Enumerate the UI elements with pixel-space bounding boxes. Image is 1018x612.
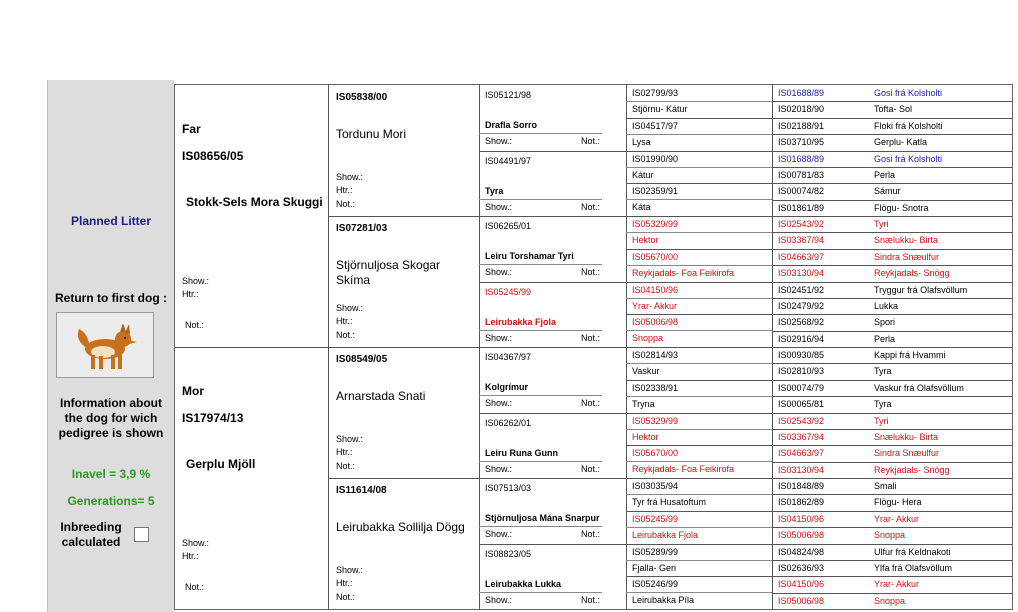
dog-name: Tyra	[485, 185, 504, 196]
registration-number: IS08656/05	[182, 149, 244, 163]
dog-name: Tyra	[874, 399, 892, 410]
pedigree-cell[interactable]	[772, 429, 1012, 445]
dog-name: Snælukku- Birta	[874, 235, 939, 246]
pedigree-cell[interactable]	[772, 363, 1012, 379]
pedigree-cell[interactable]	[626, 380, 772, 413]
registration-number: IS02814/93	[632, 350, 679, 360]
pedigree-cell[interactable]	[626, 151, 772, 184]
htr-label: Htr.:	[336, 447, 353, 457]
htr-label: Htr.:	[182, 551, 199, 561]
pedigree-cell[interactable]	[772, 134, 1012, 150]
registration-number: IS05121/98	[485, 90, 532, 100]
dog-name: Leirubakka Lukka	[485, 578, 562, 589]
generations-count: Generations= 5	[67, 494, 155, 508]
htr-label: Htr.:	[182, 289, 199, 299]
pedigree-cell[interactable]	[626, 478, 772, 511]
row-divider	[772, 183, 1012, 184]
dog-name: Floki frá Kolsholti	[874, 120, 943, 131]
registration-number: IS04517/97	[632, 120, 679, 131]
registration-number: IS01688/89	[778, 88, 825, 98]
registration-number: IS04491/97	[485, 155, 532, 166]
row-divider	[626, 461, 772, 462]
row-divider	[772, 347, 1012, 348]
row-divider	[772, 478, 1012, 479]
row-divider	[626, 232, 772, 233]
dog-name: Vaskur	[632, 366, 660, 376]
show-label: Show.:	[336, 303, 364, 313]
dog-name: Snoppa	[632, 333, 664, 344]
pedigree-cell[interactable]	[772, 249, 1012, 265]
row-divider	[626, 527, 772, 528]
row-divider	[479, 526, 602, 527]
pedigree-cell[interactable]	[772, 298, 1012, 314]
dog-name: Tryna	[632, 398, 655, 409]
pedigree-cell[interactable]	[626, 445, 772, 478]
pedigree-cell[interactable]	[479, 413, 626, 479]
row-divider	[772, 462, 1012, 463]
pedigree-cell[interactable]	[479, 347, 626, 413]
registration-number: IS05670/00	[632, 448, 679, 459]
dog-name: Reykjadals- Snögg	[874, 464, 950, 475]
registration-number: IS02359/91	[632, 186, 679, 197]
pedigree-cell[interactable]	[772, 413, 1012, 429]
pedigree-cell[interactable]	[772, 331, 1012, 347]
row-divider	[772, 314, 1012, 315]
row-divider	[626, 560, 772, 561]
dog-name: Flögu- Snotra	[874, 202, 929, 213]
dog-name: Arnarstada Snati	[336, 389, 426, 403]
show-label: Show.:	[485, 529, 513, 539]
row-divider	[772, 593, 1012, 594]
dog-name: Tyra	[874, 366, 892, 377]
show-label: Show.:	[485, 332, 513, 343]
registration-number: IS05838/00	[336, 92, 388, 103]
pedigree-cell[interactable]	[772, 282, 1012, 298]
registration-number: IS02018/90	[778, 104, 825, 115]
registration-number: IS00781/83	[778, 169, 825, 180]
row-divider	[626, 429, 772, 430]
pedigree-cell[interactable]	[626, 183, 772, 216]
registration-number: IS01990/90	[632, 153, 679, 164]
pedigree-cell[interactable]	[626, 413, 772, 446]
pedigree-table	[174, 84, 1013, 610]
registration-number: IS04663/97	[778, 448, 825, 459]
pedigree-cell[interactable]	[626, 511, 772, 544]
pedigree-cell[interactable]	[626, 118, 772, 151]
dog-name: Perla	[874, 333, 896, 344]
row-divider	[772, 331, 1012, 332]
row-divider	[626, 199, 772, 200]
dog-name: Lysa	[632, 136, 651, 147]
registration-number: IS04367/97	[485, 352, 532, 362]
registration-number: IS04150/96	[778, 513, 825, 524]
registration-number: IS07281/03	[336, 223, 388, 234]
pedigree-cell[interactable]	[479, 151, 626, 217]
dog-name: Vaskur frá Olafsvöllum	[874, 382, 964, 393]
not-label: Not.:	[336, 461, 356, 471]
registration-number: IS03710/95	[778, 137, 825, 148]
row-divider	[772, 576, 1012, 577]
dog-name: Káta	[632, 202, 651, 213]
sidebar-panel	[47, 80, 174, 612]
pedigree-cell[interactable]	[328, 216, 479, 347]
row-divider	[626, 396, 772, 397]
not-label: Not.:	[581, 529, 601, 539]
inbreeding-calculated-label: Inbreeding calculated	[60, 520, 122, 549]
registration-number: IS05329/99	[632, 415, 679, 426]
registration-number: IS03367/94	[778, 431, 825, 442]
registration-number: IS02338/91	[632, 382, 679, 393]
row-divider	[479, 592, 602, 593]
dog-name: Tyri	[874, 415, 889, 426]
dog-name: Leiru Runa Gunn	[485, 447, 558, 458]
registration-number: IS05329/99	[632, 219, 679, 229]
pedigree-cell[interactable]	[626, 544, 772, 577]
row-divider	[772, 560, 1012, 561]
dog-name: Snoppa	[874, 595, 906, 606]
row-divider	[772, 216, 1012, 217]
registration-number: IS03130/94	[778, 464, 825, 475]
dog-icon	[57, 313, 153, 377]
registration-number: IS04824/98	[778, 546, 825, 557]
inbreeding-coefficient: Inavel = 3,9 %	[71, 467, 151, 481]
row-divider	[772, 511, 1012, 512]
row-divider	[772, 232, 1012, 233]
show-label: Show.:	[182, 276, 210, 286]
row-divider	[626, 265, 772, 266]
row-divider	[626, 298, 772, 299]
registration-number: IS02543/92	[778, 219, 825, 229]
pedigree-cell[interactable]	[772, 216, 1012, 232]
dog-name: Reykjadals- Foa Feikirofa	[632, 464, 735, 475]
row-divider	[479, 395, 602, 396]
not-label: Not.:	[185, 320, 205, 330]
pedigree-cell[interactable]	[772, 527, 1012, 543]
dog-name: Leirubakka Fjola	[485, 316, 557, 327]
registration-number: IS00065/81	[778, 399, 825, 410]
dog-name: Snælukku- Birta	[874, 431, 939, 442]
pedigree-cell[interactable]	[175, 85, 328, 347]
registration-number: IS03130/94	[778, 268, 825, 279]
pedigree-cell[interactable]	[772, 380, 1012, 396]
dog-name: Hektor	[632, 431, 659, 442]
dog-name: Stjörnu- Kátur	[632, 104, 688, 114]
pedigree-cell[interactable]	[772, 167, 1012, 183]
registration-number: IS02636/93	[778, 562, 825, 573]
not-label: Not.:	[336, 592, 356, 602]
dog-name: Smali	[874, 481, 897, 491]
registration-number: IS08549/05	[336, 354, 388, 365]
return-to-first-dog-label: Return to first dog :	[55, 291, 167, 305]
pedigree-cell[interactable]	[772, 396, 1012, 412]
row-divider	[626, 167, 772, 168]
dog-name: Spori	[874, 317, 896, 328]
row-divider	[626, 363, 772, 364]
pedigree-cell[interactable]	[626, 314, 772, 347]
registration-number: IS03367/94	[778, 235, 825, 246]
row-divider	[626, 494, 772, 495]
info-text: Information about the dog for wich pedigree is shown	[58, 396, 164, 440]
registration-number: IS00930/85	[778, 350, 825, 360]
row-divider	[772, 363, 1012, 364]
inbreeding-calculated-checkbox[interactable]	[134, 527, 149, 542]
show-label: Show.:	[485, 463, 513, 474]
pedigree-cell[interactable]	[772, 183, 1012, 199]
pedigree-cell[interactable]	[772, 118, 1012, 134]
registration-number: IS01862/89	[778, 497, 825, 508]
row-divider	[772, 118, 1012, 119]
pedigree-cell[interactable]	[772, 85, 1012, 101]
row-divider	[772, 249, 1012, 250]
row-divider	[772, 282, 1012, 283]
registration-number: IS00074/79	[778, 382, 825, 393]
row-divider	[772, 200, 1012, 201]
row-divider	[772, 494, 1012, 495]
row-divider	[772, 298, 1012, 299]
not-label: Not.:	[185, 582, 205, 592]
dog-name: Kolgrímur	[485, 382, 529, 392]
row-divider	[772, 413, 1012, 414]
row-divider	[772, 527, 1012, 528]
registration-number: IS03035/94	[632, 481, 679, 491]
dog-name: Tofta- Sol	[874, 104, 913, 115]
pedigree-cell[interactable]	[772, 544, 1012, 560]
pedigree-cell[interactable]	[479, 216, 626, 282]
row-divider	[479, 264, 602, 265]
pedigree-cell[interactable]	[772, 478, 1012, 494]
htr-label: Htr.:	[336, 185, 353, 195]
pedigree-cell[interactable]	[772, 101, 1012, 117]
row-divider	[772, 544, 1012, 545]
registration-number: IS02916/94	[778, 333, 825, 344]
show-label: Show.:	[485, 136, 513, 146]
pedigree-cell[interactable]	[772, 232, 1012, 248]
registration-number: IS05670/00	[632, 251, 679, 262]
row-divider	[772, 265, 1012, 266]
registration-number: IS05289/99	[632, 546, 679, 557]
parent-role: Mor	[182, 384, 204, 398]
pedigree-cell[interactable]	[175, 347, 328, 609]
registration-number: IS01848/89	[778, 481, 825, 491]
row-divider	[626, 101, 772, 102]
row-divider	[772, 445, 1012, 446]
first-dog-thumbnail[interactable]	[56, 312, 154, 378]
row-divider	[479, 133, 602, 134]
pedigree-cell[interactable]	[772, 560, 1012, 576]
dog-name: Leirubakka Fjola	[632, 529, 699, 540]
registration-number: IS00074/82	[778, 186, 825, 197]
registration-number: IS05246/99	[632, 579, 679, 590]
row-divider	[479, 330, 602, 331]
registration-number: IS02479/92	[778, 300, 825, 311]
registration-number: IS05006/98	[778, 530, 825, 541]
registration-number: IS05006/98	[778, 595, 825, 606]
pedigree-cell[interactable]	[772, 511, 1012, 527]
dog-name: Ylfa frá Olafsvöllum	[874, 562, 953, 573]
pedigree-cell[interactable]	[479, 478, 626, 544]
registration-number: IS02568/92	[778, 317, 825, 328]
pedigree-cell[interactable]	[328, 478, 479, 609]
pedigree-cell[interactable]	[772, 593, 1012, 609]
registration-number: IS08823/05	[485, 548, 532, 559]
row-divider	[772, 380, 1012, 381]
pedigree-cell[interactable]	[626, 249, 772, 282]
dog-name: Reykjadals- Foa Feikirofa	[632, 267, 735, 278]
registration-number: IS07513/03	[485, 483, 532, 493]
dog-name: Flögu- Hera	[874, 497, 922, 508]
show-label: Show.:	[182, 538, 210, 548]
not-label: Not.:	[581, 398, 601, 408]
pedigree-cell[interactable]	[328, 347, 479, 478]
dog-name: Snoppa	[874, 530, 906, 541]
registration-number: IS04150/96	[632, 284, 679, 295]
htr-label: Htr.:	[336, 578, 353, 588]
dog-name: Leirubakka Sollilja Dögg	[336, 520, 465, 534]
pedigree-cell[interactable]	[772, 265, 1012, 281]
show-label: Show.:	[336, 565, 364, 575]
row-divider	[479, 461, 602, 462]
dog-name: Yrar- Akkur	[632, 300, 678, 311]
dog-name: Tyr frá Husatoftum	[632, 497, 707, 507]
dog-name: Kappi frá Hvammi	[874, 350, 946, 360]
show-label: Show.:	[336, 172, 364, 182]
not-label: Not.:	[581, 136, 601, 146]
dog-name: Ulfur frá Keldnakoti	[874, 546, 951, 557]
dog-name: Sindra Snæulfur	[874, 448, 940, 459]
dog-name: Stjörnuljosa Skogar Skíma	[336, 258, 441, 287]
planned-litter-link[interactable]: Planned Litter	[70, 214, 151, 228]
dog-name: Tryggur frá Olafsvöllum	[874, 284, 968, 295]
pedigree-cell[interactable]	[328, 85, 479, 216]
pedigree-cell[interactable]	[772, 151, 1012, 167]
registration-number: IS02810/93	[778, 366, 825, 377]
pedigree-cell[interactable]	[772, 576, 1012, 592]
not-label: Not.:	[581, 201, 601, 212]
row-divider	[479, 199, 602, 200]
pedigree-cell[interactable]	[626, 347, 772, 380]
dog-name: Sámur	[874, 186, 901, 197]
registration-number: IS06262/01	[485, 417, 532, 428]
not-label: Not.:	[581, 332, 601, 343]
dog-name: Gosi frá Kolsholti	[874, 88, 943, 98]
not-label: Not.:	[336, 330, 356, 340]
registration-number: IS02543/92	[778, 415, 825, 426]
pedigree-cell[interactable]	[772, 314, 1012, 330]
dog-name: Sindra Snæulfur	[874, 251, 940, 262]
dog-name: Stokk-Sels Mora Skuggi	[186, 195, 323, 209]
row-divider	[772, 151, 1012, 152]
dog-name: Tordunu Mori	[336, 127, 407, 141]
dog-name: Yrar- Akkur	[874, 513, 920, 524]
dog-name: Perla	[874, 169, 896, 180]
registration-number: IS01688/89	[778, 153, 825, 164]
dog-name: Lukka	[874, 300, 899, 311]
dog-name: Hektor	[632, 235, 659, 245]
row-divider	[772, 134, 1012, 135]
dog-name: Kátur	[632, 169, 654, 180]
not-label: Not.:	[336, 199, 356, 209]
show-label: Show.:	[485, 201, 513, 212]
row-divider	[772, 101, 1012, 102]
pedigree-cell[interactable]	[626, 282, 772, 315]
row-divider	[626, 592, 772, 593]
dog-name: Gerplu- Katla	[874, 137, 928, 148]
row-divider	[772, 396, 1012, 397]
registration-number: IS06265/01	[485, 221, 532, 231]
not-label: Not.:	[581, 463, 601, 474]
dog-name: Yrar- Akkur	[874, 579, 920, 590]
row-divider	[626, 134, 772, 135]
dog-name: Fjalla- Geri	[632, 562, 677, 573]
dog-name: Tyri	[874, 219, 889, 229]
pedigree-cell[interactable]	[479, 85, 626, 151]
row-divider	[626, 330, 772, 331]
registration-number: IS04663/97	[778, 251, 825, 262]
dog-name: Gerplu Mjöll	[186, 457, 256, 471]
registration-number: IS05245/99	[485, 286, 532, 297]
show-label: Show.:	[485, 267, 513, 277]
pedigree-cell[interactable]	[772, 445, 1012, 461]
show-label: Show.:	[485, 398, 513, 408]
pedigree-cell[interactable]	[772, 494, 1012, 510]
pedigree-cell[interactable]	[479, 544, 626, 610]
pedigree-cell[interactable]	[772, 347, 1012, 363]
dog-name: Gosi frá Kolsholti	[874, 153, 943, 164]
registration-number: IS02188/91	[778, 120, 825, 131]
parent-role: Far	[182, 122, 201, 136]
dog-name: Drafla Sorro	[485, 120, 538, 130]
pedigree-cell[interactable]	[772, 462, 1012, 478]
registration-number: IS01861/89	[778, 202, 825, 213]
pedigree-cell[interactable]	[772, 200, 1012, 216]
htr-label: Htr.:	[336, 316, 353, 326]
pedigree-cell[interactable]	[479, 282, 626, 348]
registration-number: IS02799/93	[632, 88, 679, 98]
pedigree-cell[interactable]	[626, 85, 772, 118]
row-divider	[772, 429, 1012, 430]
not-label: Not.:	[581, 594, 601, 605]
dog-name: Leirubakka Píla	[632, 595, 695, 606]
dog-name: Stjörnuljosa Mána Snarpur	[485, 513, 600, 523]
registration-number: IS05245/99	[632, 513, 679, 524]
dog-name: Reykjadals- Snögg	[874, 268, 950, 279]
row-divider	[772, 167, 1012, 168]
show-label: Show.:	[336, 434, 364, 444]
pedigree-cell[interactable]	[626, 576, 772, 609]
not-label: Not.:	[581, 267, 601, 277]
registration-number: IS17974/13	[182, 411, 244, 425]
dog-name: Leiru Torshamar Tyri	[485, 251, 574, 261]
registration-number: IS04150/96	[778, 579, 825, 590]
registration-number: IS05006/98	[632, 317, 679, 328]
show-label: Show.:	[485, 594, 513, 605]
registration-number: IS02451/92	[778, 284, 825, 295]
pedigree-cell[interactable]	[626, 216, 772, 249]
registration-number: IS11614/08	[336, 485, 387, 496]
